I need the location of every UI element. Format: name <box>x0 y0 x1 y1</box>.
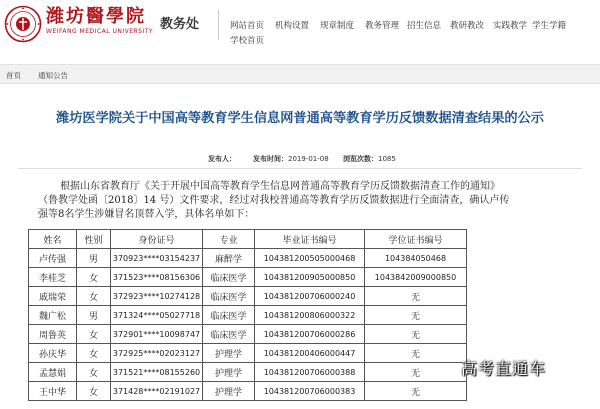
cell-degree-number: 无 <box>365 382 467 401</box>
cell-id-number: 372901****10098747 <box>111 325 203 344</box>
cell-degree-number: 无 <box>365 325 467 344</box>
col-header-name: 姓名 <box>29 230 77 249</box>
publisher-label: 发布人： <box>208 155 236 163</box>
meta-divider <box>18 168 582 169</box>
cell-id-number: 371428****02191027 <box>111 382 203 401</box>
breadcrumb-home[interactable]: 首页 <box>6 71 21 80</box>
cell-id-number: 370923****03154237 <box>111 249 203 268</box>
nav-item-organization[interactable]: 机构设置 <box>275 21 310 31</box>
cell-diploma-number: 104381200706000240 <box>255 287 365 306</box>
cell-degree-number: 无 <box>365 306 467 325</box>
col-header-diploma-number: 毕业证书编号 <box>255 230 365 249</box>
cell-degree-number: 无 <box>365 287 467 306</box>
brand-name-en: WEIFANG MEDICAL UNIVERSITY <box>46 28 154 35</box>
cell-id-number: 371521****08155260 <box>111 363 203 382</box>
body-line-1: 根据山东省教育厅《关于开展中国高等教育学生信息网普通高等教育学历反馈数据清查工作的通知》 <box>60 181 500 192</box>
body-line-3: 强等8名学生涉嫌冒名顶替入学，具体名单如下： <box>38 209 255 220</box>
table-row <box>29 287 467 306</box>
cell-major: 护理学 <box>203 363 255 382</box>
breadcrumb-section[interactable]: 通知公告 <box>38 71 68 80</box>
table-row <box>29 249 467 268</box>
university-seal-icon[interactable] <box>4 5 42 43</box>
body-line-2: （鲁教学处函〔2018〕14 号）文件要求，经过对我校普通高等教育学历反馈数据进行全面清查，确认卢传 <box>38 195 510 206</box>
cell-major: 临床医学 <box>203 325 255 344</box>
table-row <box>29 268 467 287</box>
cell-diploma-number: 104381200706000383 <box>255 382 365 401</box>
view-count-value: 1085 <box>378 155 396 163</box>
cell-gender: 男 <box>77 306 111 325</box>
col-header-degree-number: 学位证书编号 <box>365 230 467 249</box>
cell-id-number: 371324****05027718 <box>111 306 203 325</box>
cell-name: 孙庆华 <box>29 344 77 363</box>
publish-time-value: 2019-01-08 <box>288 155 329 163</box>
cell-gender: 女 <box>77 287 111 306</box>
col-header-id-number: 身份证号 <box>111 230 203 249</box>
view-count: 浏览次数：1085 <box>343 155 396 163</box>
breadcrumb <box>0 64 600 84</box>
cell-major: 临床医学 <box>203 287 255 306</box>
cell-degree-number: 1043842009000850 <box>365 268 467 287</box>
cell-degree-number: 104384050468 <box>365 249 467 268</box>
cell-diploma-number: 104381200806000322 <box>255 306 365 325</box>
cell-major: 临床医学 <box>203 268 255 287</box>
table-row <box>29 382 467 401</box>
cell-gender: 女 <box>77 268 111 287</box>
table-row <box>29 325 467 344</box>
cell-major: 护理学 <box>203 382 255 401</box>
watermark-text: 高考直通车 <box>461 359 547 378</box>
nav-item-home[interactable]: 网站首页 <box>230 21 265 31</box>
cell-major: 护理学 <box>203 344 255 363</box>
site-header <box>0 0 600 50</box>
cell-diploma-number: 104381200905000850 <box>255 268 365 287</box>
cell-name: 卢传强 <box>29 249 77 268</box>
cell-name: 李桂芝 <box>29 268 77 287</box>
cell-degree-number: 无 <box>365 344 467 363</box>
publish-time: 发布时间：2019-01-08 <box>253 155 329 163</box>
cell-gender: 女 <box>77 382 111 401</box>
article-body <box>38 180 578 222</box>
col-header-gender: 性别 <box>77 230 111 249</box>
table-row <box>29 344 467 363</box>
cell-major: 临床医学 <box>203 306 255 325</box>
nav-item-admissions[interactable]: 招生信息 <box>407 21 442 31</box>
brand-name-cn: 潍坊醫學院 <box>46 6 146 27</box>
nav-item-academic-affairs[interactable]: 教务管理 <box>365 21 400 31</box>
department-name: 教务处 <box>160 17 200 32</box>
cell-id-number: 372923****10274128 <box>111 287 203 306</box>
cell-name: 王中华 <box>29 382 77 401</box>
table-row <box>29 306 467 325</box>
nav-item-regulations[interactable]: 规章制度 <box>320 21 355 31</box>
student-list-table <box>28 229 467 401</box>
article-title: 潍坊医学院关于中国高等教育学生信息网普通高等教育学历反馈数据清查结果的公示 <box>56 111 544 126</box>
cell-name: 周鲁英 <box>29 325 77 344</box>
cell-name: 孟慧娟 <box>29 363 77 382</box>
brand-logo[interactable] <box>46 6 153 36</box>
nav-item-school-home[interactable]: 学校首页 <box>230 36 265 46</box>
table-row <box>29 363 467 382</box>
cell-major: 麻醉学 <box>203 249 255 268</box>
cell-gender: 男 <box>77 249 111 268</box>
cell-degree-number: 无 <box>365 363 467 382</box>
cell-gender: 女 <box>77 344 111 363</box>
header-divider <box>218 10 219 40</box>
nav-item-practice[interactable]: 实践教学 <box>493 21 528 31</box>
nav-item-student-status[interactable]: 学生学籍 <box>532 21 567 31</box>
cell-id-number: 372925****02023127 <box>111 344 203 363</box>
cell-diploma-number: 104381200706000388 <box>255 363 365 382</box>
cell-id-number: 371523****08156306 <box>111 268 203 287</box>
cell-diploma-number: 104381200505000468 <box>255 249 365 268</box>
cell-diploma-number: 104381200406000447 <box>255 344 365 363</box>
cell-gender: 女 <box>77 363 111 382</box>
cell-diploma-number: 104381200706000286 <box>255 325 365 344</box>
table-header-row <box>29 230 467 249</box>
cell-name: 戚瑞荣 <box>29 287 77 306</box>
cell-name: 魏广松 <box>29 306 77 325</box>
main-nav <box>224 0 596 50</box>
cell-gender: 女 <box>77 325 111 344</box>
nav-item-teaching-reform[interactable]: 教研教改 <box>450 21 485 31</box>
col-header-major: 专业 <box>203 230 255 249</box>
